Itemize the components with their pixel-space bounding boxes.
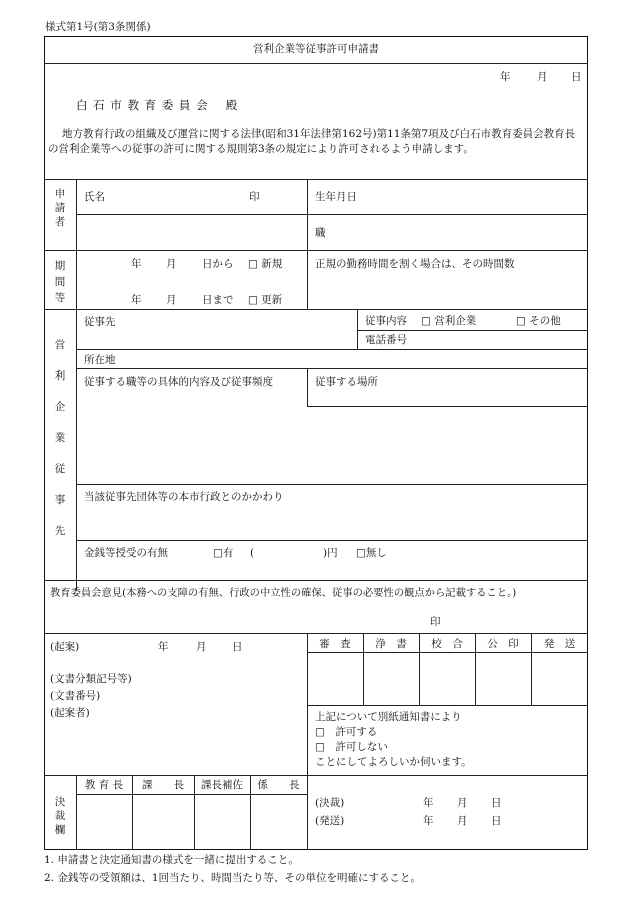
divider: [44, 775, 588, 776]
money-close: )円: [323, 547, 338, 559]
applicant-label: 申 請 者: [54, 188, 66, 228]
divider: [76, 540, 588, 541]
duties-label: 従事する職等の具体的内容及び従事頻度: [84, 376, 273, 388]
divider: [357, 330, 588, 331]
divider: [76, 368, 588, 369]
renew-checkbox[interactable]: □ 更新: [248, 294, 283, 306]
note-item: 1. 申請書と決定通知書の様式を一緒に提出すること。: [44, 854, 299, 866]
board-seal-mark: 印: [430, 616, 441, 628]
date-day: 日: [571, 71, 582, 83]
note-item: 2. 金銭等の受領額は、1回当たり、時間当たり等、その単位を明確にすること。: [44, 872, 422, 884]
divider: [44, 63, 588, 64]
draft-year: 年: [158, 641, 169, 653]
divider: [307, 633, 308, 850]
business-label: 営 利 企 業 従 事 先: [54, 339, 66, 537]
divider: [307, 368, 308, 406]
divider: [76, 179, 77, 591]
divider: [307, 705, 588, 706]
sent-month: 月: [457, 815, 468, 827]
date-month: 月: [537, 71, 548, 83]
divider: [44, 633, 588, 634]
money-label: 金銭等授受の有無: [84, 547, 168, 559]
place-label: 従事する場所: [315, 376, 378, 388]
form-title: 営利企業等従事許可申請書: [253, 43, 379, 55]
form-number: 様式第1号(第3条関係): [45, 21, 151, 33]
class-code-label: (文書分類記号等): [50, 673, 132, 685]
period-start-year: 年: [131, 258, 142, 270]
sent-year: 年: [423, 815, 434, 827]
money-no-checkbox[interactable]: □無し: [356, 547, 387, 559]
seal-mark: 印: [249, 191, 260, 203]
money-open: (: [250, 547, 255, 559]
decision-year: 年: [423, 797, 434, 809]
drafter-label: (起案者): [50, 707, 90, 719]
sent-day: 日: [491, 815, 502, 827]
period-end-suffix: 日まで: [202, 294, 234, 306]
money-yes-checkbox[interactable]: □有: [213, 547, 234, 559]
divider: [357, 309, 358, 349]
employer-label: 従事先: [84, 316, 116, 328]
divider: [76, 794, 307, 795]
board-opinion-label: 教育委員会意見(本務への支障の有無、行政の中立性の確保、従事の必要性の観点から記載すること。): [50, 587, 517, 599]
relation-label: 当該従事先団体等の本市行政とのかかわり: [84, 491, 284, 503]
period-label: 期 間 等: [54, 260, 66, 304]
addressee: 白 石 市 教 育 委 員 会 殿: [76, 98, 239, 112]
divider: [44, 580, 588, 581]
hours-label: 正規の勤務時間を割く場合は、その時間数: [315, 258, 515, 270]
new-checkbox[interactable]: □ 新規: [248, 258, 283, 270]
position-label: 職: [315, 227, 326, 239]
decision-month: 月: [457, 797, 468, 809]
deny-checkbox[interactable]: □ 許可しない: [315, 741, 388, 753]
review-header: 発 送: [543, 638, 576, 650]
period-start-month: 月: [166, 258, 177, 270]
name-label: 氏名: [84, 191, 105, 203]
approval-header: 課 長: [142, 779, 184, 791]
review-header: 公 印: [487, 638, 519, 650]
approval-header: 教 育 長: [84, 779, 124, 791]
date-year: 年: [500, 71, 511, 83]
draft-day: 日: [232, 641, 243, 653]
sent-label: (発送): [315, 815, 345, 827]
address-label: 所在地: [84, 354, 116, 366]
period-end-month: 月: [166, 294, 177, 306]
period-start-suffix: 日から: [202, 258, 234, 270]
decision-label: (決裁): [315, 797, 345, 809]
content-other-checkbox[interactable]: □ その他: [516, 315, 561, 327]
divider: [76, 349, 588, 350]
period-end-year: 年: [131, 294, 142, 306]
divider: [44, 250, 588, 251]
divider: [44, 309, 588, 310]
draft-label: (起案): [50, 641, 80, 653]
divider: [76, 214, 588, 215]
notice-line: 上記について別紙通知書により: [315, 711, 462, 723]
decision-day: 日: [491, 797, 502, 809]
approval-label: 決 裁 欄: [54, 796, 66, 836]
draft-month: 月: [196, 641, 207, 653]
birthdate-label: 生年月日: [315, 191, 357, 203]
review-header: 校 合: [431, 638, 463, 650]
divider: [307, 179, 308, 309]
notice-line: ことにしてよろしいか伺います。: [315, 756, 472, 768]
review-header: 審 査: [319, 638, 351, 650]
approval-header: 係 長: [257, 779, 300, 791]
divider: [307, 406, 588, 407]
phone-label: 電話番号: [365, 334, 407, 346]
approval-header: 課長補佐: [201, 779, 243, 791]
divider: [44, 179, 588, 180]
doc-number-label: (文書番号): [50, 690, 101, 702]
divider: [76, 484, 588, 485]
intro-text: 地方教育行政の組織及び運営に関する法律(昭和31年法律第162号)第11条第7項及び白石市教育委員会教育長の営利企業等への従事の許可に関する規則第3条の規定により許可されるよう申請します。: [48, 128, 576, 155]
content-label: 従事内容: [365, 315, 407, 327]
divider: [307, 652, 588, 653]
permit-checkbox[interactable]: □ 許可する: [315, 726, 378, 738]
content-for-profit-checkbox[interactable]: □ 営利企業: [421, 315, 477, 327]
review-header: 浄 書: [375, 638, 407, 650]
